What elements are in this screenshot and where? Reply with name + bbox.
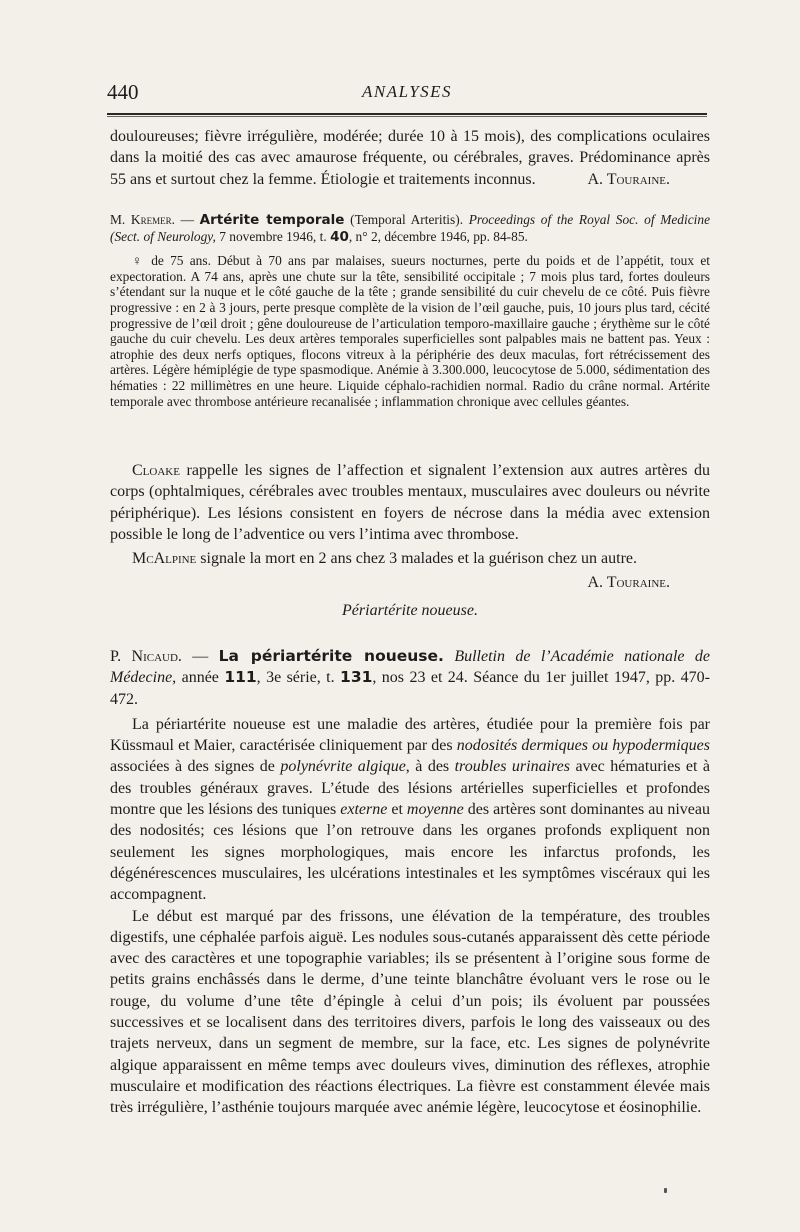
article-nicaud [110, 646, 710, 1119]
signature: A. Touraine. [587, 574, 670, 592]
paragraph-2: Le début est marqué par des frissons, une élévation de la température, des troubles digestifs, une céphalée parfois aiguë. Les nodules sous-cutanés apparaissent dès cette période avec des caractères et une topographie variables; ils se présentent à l’origine sous forme de petits grains enchâssés dans le derme, d’une teinte blanchâtre évoluant vers le rose ou le rouge, du volume d’une tête d’épingle à celui d’un pois; ils évoluent par poussées successives et se localisent dans des territoires divers, parfois le long des vaisseaux ou des trajets nerveux, dans un segment de membre, sur la face, etc. Les signes de polynévrite algique apparaissent en même temps avec douleurs vives, diminution des réflexes, atrophie musculaire et modification des réactions électriques. La fièvre est constamment élevée mais très irrégulière, l’asthénie toujours marquée avec anémie légère, leucocytose et éosinophilie. [110, 907, 710, 1117]
article-title: La périartérite noueuse. [218, 647, 444, 665]
journal: Proceedings of the Royal Soc. of Medicine (Sect. of Neurology, [110, 212, 711, 244]
paragraph-1: La périartérite noueuse est une maladie des artères, étudiée pour la première fois par Küssmaul et Maier, caractérisée cliniquement par des nodosités dermiques ou hypodermiques associées à des signes de polynévrite algique, à des troubles urinaires avec hématuries et à des troubles généraux graves. L’étude des lésions artérielles superficielles et profondes montre que les lésions des tuniques externe et moyenne des artères sont dominantes au niveau des nodosités; ces lésions que l’on retrouve dans les organes profonds expliquent non seulement les signes morphologiques, mais encore les infarctus profonds, les dégénérescences musculaires, les ulcérations intestinales et les symptômes viscéraux qui les accompagnent. [110, 715, 711, 904]
signature: A. Touraine. [587, 170, 670, 188]
header-rule-thin [107, 116, 707, 117]
article-kremer [110, 212, 710, 409]
mcalpine-paragraph: McAlpine signale la mort en 2 ans chez 3 malades et la guérison chez un autre. [132, 550, 637, 568]
author: M. Kremer. [110, 212, 175, 227]
cloake-paragraph: Cloake rappelle les signes de l’affection et signalent l’extension aux autres artères du corps (ophtalmiques, cérébrales avec troubles mentaux, musculaires avec douleurs ou névrite périphérique). Les lésions consistent en foyers de nécrose dans la média avec extension possible le long de l’adventice ou vers l’intima avec thrombose. [110, 462, 710, 543]
article-citation: M. Kremer. — Artérite temporale (Temporal Arteritis). Proceedings of the Royal Soc. of Medicine (Sect. of Neurology, 7 novembre 1946, t. 40, n° 2, décembre 1946, pp. 84-85. [110, 212, 711, 245]
article-citation: P. Nicaud. — La périartérite noueuse. Bulletin de l’Académie nationale de Médecine, année 111, 3e série, t. 131, nos 23 et 24. Séance du 1er juillet 1947, pp. 470-472. [110, 647, 711, 708]
section-heading: Périartérite noueuse. [342, 602, 478, 619]
previous-abstract-text: douloureuses; fièvre irrégulière, modérée; durée 10 à 15 mois), des complications oculaires dans la moitié des cas avec amaurose fréquente, ou cérébrales, graves. Prédominance après 55 ans et surtout chez la femme. Étiologie et traitements inconnus. [110, 128, 710, 188]
print-speck [664, 1188, 667, 1193]
page-header [107, 80, 707, 110]
running-title: ANALYSES [361, 82, 453, 101]
article-kremer-commentary [110, 460, 710, 594]
journal: Bulletin de l’Académie nationale de Médecine, [110, 648, 710, 687]
previous-abstract [110, 126, 710, 190]
case-report: ♀ de 75 ans. Début à 70 ans par malaises, sueurs nocturnes, perte du poids et de l’appétit, toux et expectoration. A 74 ans, après une chute sur la tête, sensibilité occipitale ; 7 mois plus tard, fortes douleurs s’étendant sur la nuque et le côté gauche de la tête ; grande sensibilité du cuir chevelu de ce côté. Puis fièvre progressive : en 2 à 3 jours, perte presque complète de la vision de l’œil gauche, puis, 10 jours plus tard, cécité progressive de l’œil droit ; gêne douloureuse de l’articulation temporo-maxillaire gauche ; érythème sur le côté gauche du cuir chevelu. Les deux artères temporales superficielles sont palpables mais ne battent pas. Yeux : atrophie des deux nerfs optiques, flocons vitreux à la périphérie des deux maculas, fort rétrécissement des artères. Légère hémiplégie de type spasmodique. Anémie à 3.300.000, leucocytose de 5.000, sédimentation des hématies : 22 millimètres en une heure. Liquide céphalo-rachidien normal. Radio du crâne normal. Artérite temporale avec thrombose antérieure recanalisée ; inflammation chronique avec cellules géantes. [110, 253, 710, 409]
page-number: 440 [107, 80, 139, 104]
header-rule [107, 113, 707, 115]
article-title: Artérite temporale [199, 212, 345, 228]
author: P. Nicaud. [110, 648, 182, 665]
